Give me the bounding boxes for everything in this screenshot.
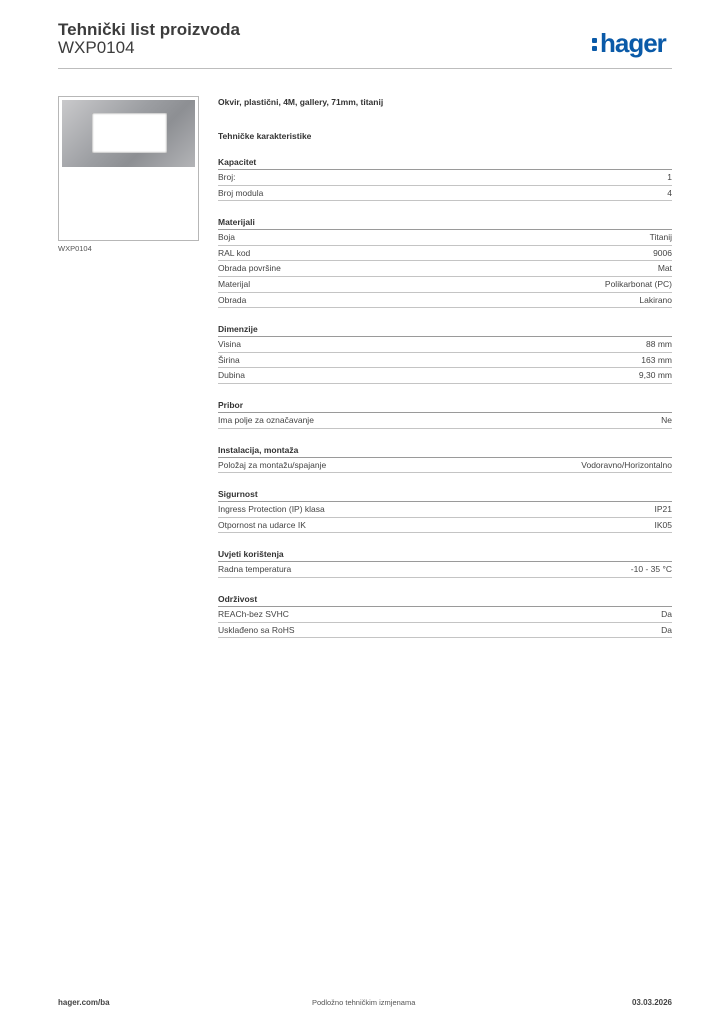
spec-row xyxy=(218,607,672,623)
hager-logo[interactable] xyxy=(592,28,666,58)
spec-label: Broj: xyxy=(218,172,236,182)
spec-sections xyxy=(218,156,672,638)
logo-colon-icon xyxy=(592,34,598,53)
product-code: WXP0104 xyxy=(58,38,135,57)
spec-row xyxy=(218,413,672,429)
section-title: Materijali xyxy=(218,216,672,230)
spec-row xyxy=(218,518,672,534)
spec-label: Dubina xyxy=(218,370,245,381)
spec-section xyxy=(218,548,672,578)
spec-value: 9,30 mm xyxy=(638,370,672,381)
spec-value: 9006 xyxy=(653,247,672,258)
spec-section xyxy=(218,156,672,201)
spec-label: Broj modula xyxy=(218,187,264,198)
section-title: Sigurnost xyxy=(218,488,672,502)
spec-heading: Tehničke karakteristike xyxy=(218,131,312,141)
footer-date: 03.03.2026 xyxy=(631,998,672,1007)
spec-label: Obrada površine xyxy=(218,263,281,274)
spec-label: Radna temperatura xyxy=(218,564,292,575)
spec-section xyxy=(218,488,672,533)
spec-label: Visina xyxy=(218,339,241,350)
image-caption: WXP0104 xyxy=(58,244,92,253)
spec-value: IK05 xyxy=(654,519,672,530)
spec-row xyxy=(218,502,672,518)
section-title: Uvjeti korištenja xyxy=(218,548,672,562)
spec-section xyxy=(218,216,672,308)
spec-row xyxy=(218,368,672,384)
section-title: Pribor xyxy=(218,399,672,413)
spec-row xyxy=(218,230,672,246)
spec-label: Obrada xyxy=(218,294,247,305)
footer-note: Podložno tehničkim izmjenama xyxy=(312,998,416,1007)
spec-value: Polikarbonat (PC) xyxy=(604,278,672,289)
spec-label: Boja xyxy=(218,232,236,243)
spec-row xyxy=(218,186,672,202)
spec-section xyxy=(218,323,672,384)
spec-label: Ingress Protection (IP) klasa xyxy=(218,504,325,515)
spec-label: Materijal xyxy=(218,278,251,289)
spec-section xyxy=(218,593,672,638)
spec-label: RAL kod xyxy=(218,247,251,258)
spec-row xyxy=(218,246,672,262)
spec-value: Ne xyxy=(661,414,672,425)
spec-row xyxy=(218,170,672,186)
spec-content xyxy=(218,96,672,638)
spec-row xyxy=(218,353,672,369)
product-name: Okvir, plastični, 4M, gallery, 71mm, titanij xyxy=(218,97,384,107)
logo-text: hager xyxy=(600,28,666,58)
spec-label: Širina xyxy=(218,354,240,365)
spec-value: 4 xyxy=(667,187,672,198)
section-title: Dimenzije xyxy=(218,323,672,337)
spec-row xyxy=(218,337,672,353)
frame-picture xyxy=(62,100,195,167)
section-title: Kapacitet xyxy=(218,156,672,170)
spec-value: Mat xyxy=(657,263,672,274)
spec-section xyxy=(218,444,672,474)
spec-row xyxy=(218,261,672,277)
spec-row xyxy=(218,623,672,639)
spec-value: 163 mm xyxy=(641,354,672,365)
spec-value: Vodoravno/Horizontalno xyxy=(581,459,672,470)
document-title: Tehnički list proizvoda xyxy=(58,20,240,39)
spec-value: 88 mm xyxy=(646,339,672,350)
spec-row xyxy=(218,293,672,309)
spec-label: REACh-bez SVHC xyxy=(218,608,289,619)
spec-value: Da xyxy=(661,608,672,619)
spec-label: Otpornost na udarce IK xyxy=(218,519,306,530)
spec-value: IP21 xyxy=(654,504,672,515)
spec-value: -10 - 35 °C xyxy=(630,564,672,575)
spec-value: Lakirano xyxy=(639,294,672,305)
section-title: Održivost xyxy=(218,593,672,607)
spec-row xyxy=(218,458,672,474)
spec-row xyxy=(218,277,672,293)
footer-website-link[interactable]: hager.com/ba xyxy=(58,998,110,1007)
spec-value: Da xyxy=(661,624,672,635)
spec-label: Položaj za montažu/spajanje xyxy=(218,459,327,470)
header-divider xyxy=(58,68,672,69)
spec-label: Ima polje za označavanje xyxy=(218,414,314,425)
spec-row xyxy=(218,562,672,578)
product-image xyxy=(58,96,199,241)
spec-value: 1 xyxy=(667,172,672,182)
spec-section xyxy=(218,399,672,429)
spec-value: Titanij xyxy=(649,232,672,243)
section-title: Instalacija, montaža xyxy=(218,444,672,458)
spec-label: Usklađeno sa RoHS xyxy=(218,624,295,635)
